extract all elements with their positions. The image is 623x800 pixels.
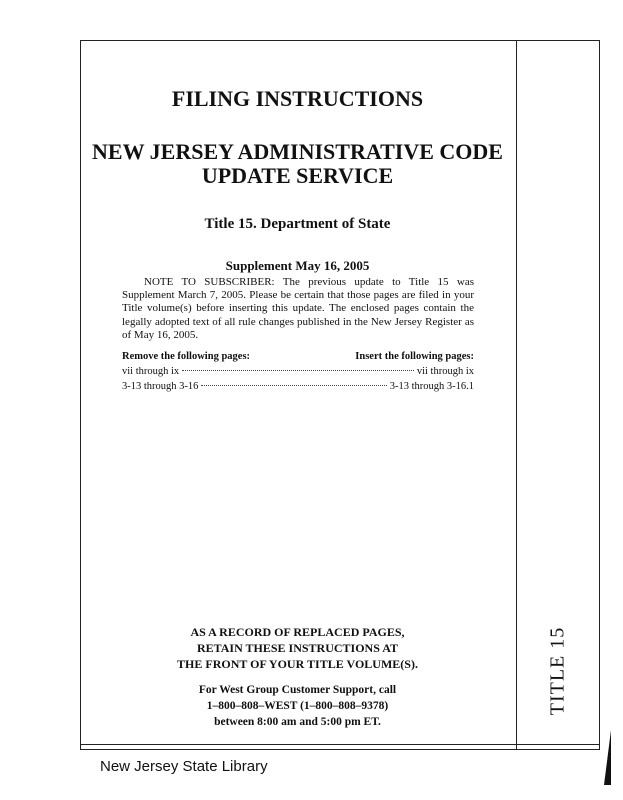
page-heading: FILING INSTRUCTIONS [171,86,424,111]
pages-header [122,351,474,362]
page-row [122,381,474,392]
record-line: AS A RECORD OF REPLACED PAGES, [190,625,405,639]
remove-header: Remove the following pages: [122,351,251,362]
side-tab [517,601,599,741]
supplement-date: Supplement May 16, 2005 [225,258,370,273]
support-phone: 1–800–808–WEST (1–800–808–9378) [206,700,389,712]
record-line: RETAIN THESE INSTRUCTIONS AT [196,641,399,655]
support-hours: between 8:00 am and 5:00 pm ET. [214,716,381,728]
side-tab-label: TITLE 15 [546,626,569,716]
insert-pages: 3-13 through 3-16.1 [389,381,474,392]
insert-header: Insert the following pages: [355,351,474,362]
title-department: Title 15. Department of State [204,216,391,232]
customer-support [80,682,515,730]
insert-pages: vii through ix [416,366,474,377]
footer-library: New Jersey State Library [100,758,268,775]
code-title-line1: NEW JERSEY ADMINISTRATIVE CODE [92,139,503,164]
code-title-line2: UPDATE SERVICE [201,163,394,188]
support-line: For West Group Customer Support, call [198,684,397,696]
remove-pages: vii through ix [122,366,180,377]
corner-mark [604,730,611,785]
record-line: THE FRONT OF YOUR TITLE VOLUME(S). [177,657,418,671]
dot-leader [201,385,386,386]
subscriber-note: NOTE TO SUBSCRIBER: The previous update to Title 15 was Supplement March 7, 2005. Please be certain that those pages are filed in your Title volume(s) before inserting this update. The enclosed pages contain the legally adopted text of all rule changes published in the New Jersey Register as of May 16, 2005. [122,276,474,341]
dot-leader [182,370,414,371]
record-instructions [80,624,515,672]
page-row [122,366,474,377]
bottom-rule [81,744,599,745]
remove-pages: 3-13 through 3-16 [122,381,199,392]
